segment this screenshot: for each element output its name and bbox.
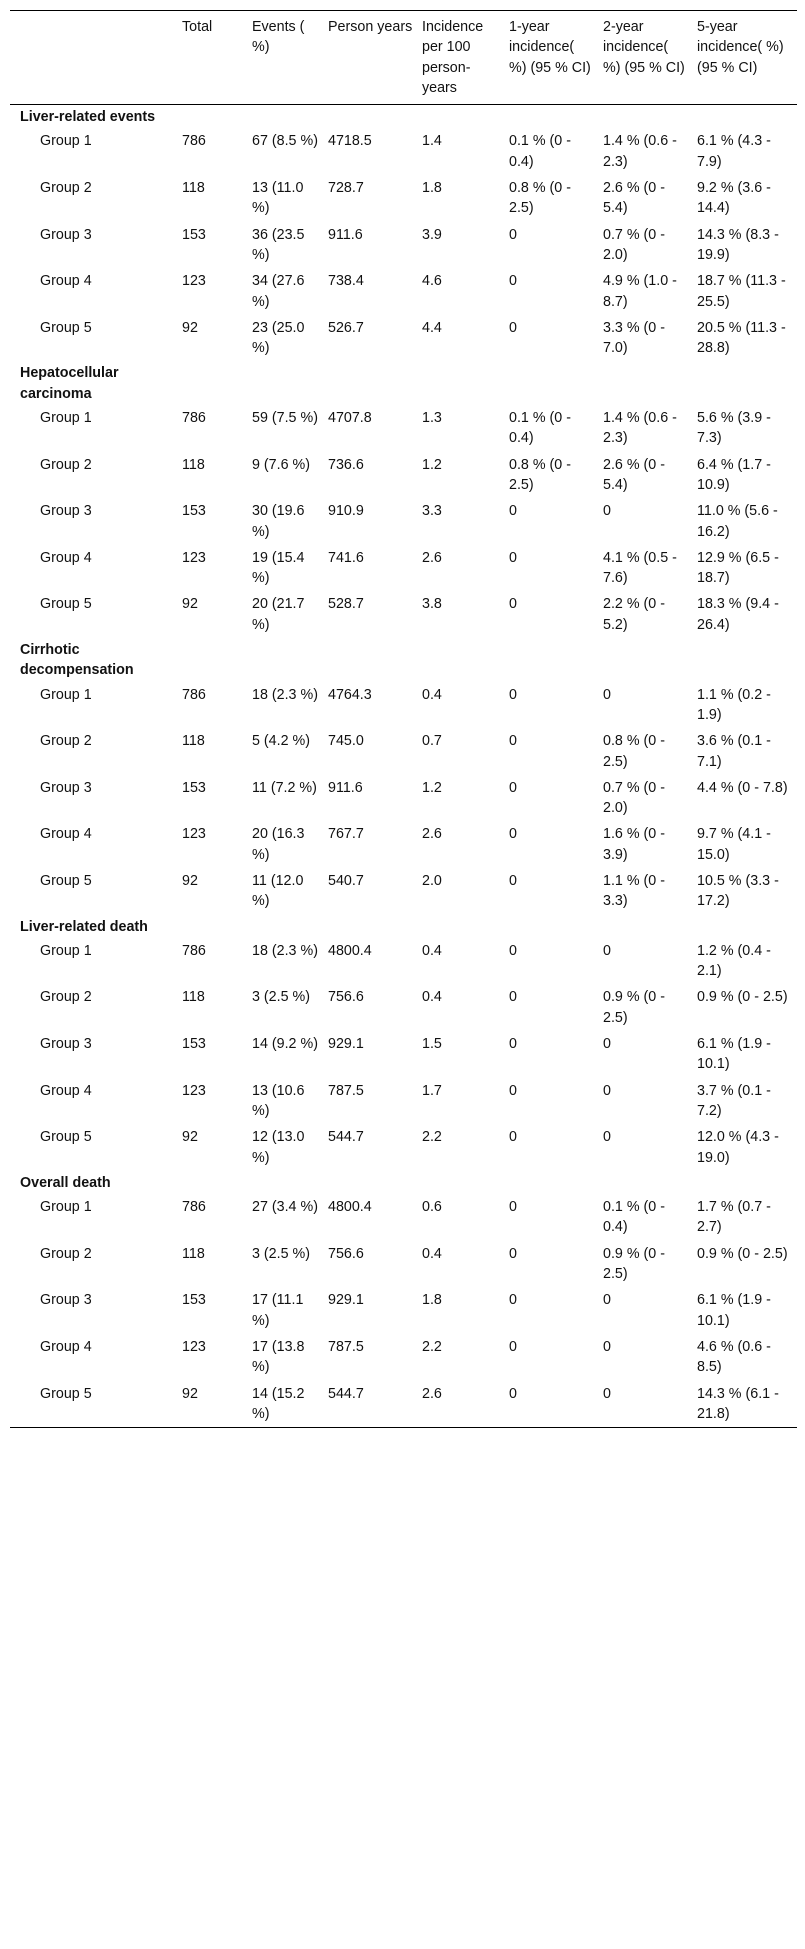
table-cell: 756.6 — [328, 989, 364, 1006]
table-row — [10, 268, 797, 315]
empty-cell — [509, 638, 603, 682]
table-row — [10, 775, 797, 822]
table-cell: 0.8 % (0 - 2.5) — [509, 180, 571, 217]
table-cell: 153 — [182, 226, 206, 243]
table-cell: 0.1 % (0 - 0.4) — [509, 133, 571, 170]
table-cell: 3.9 — [422, 226, 442, 243]
table-cell: 0 — [509, 872, 517, 889]
table-cell: 3.3 % (0 - 7.0) — [603, 319, 665, 357]
section-row — [10, 105, 797, 129]
empty-cell — [182, 1171, 252, 1194]
table-cell: 0.9 % (0 - 2.5) — [603, 1245, 665, 1283]
table-cell: 11 (12.0 %) — [252, 872, 304, 910]
table-cell: 0.7 % (0 - 2.0) — [603, 779, 665, 817]
group-label: Group 4 — [40, 549, 92, 566]
empty-cell — [422, 915, 509, 938]
table-cell: 36 (23.5 %) — [252, 226, 305, 263]
table-cell: 4764.3 — [328, 686, 372, 703]
header-row — [10, 11, 797, 105]
table-cell: 1.2 — [422, 456, 442, 473]
table-cell: 30 (19.6 %) — [252, 503, 305, 540]
table-cell: 3.8 — [422, 596, 442, 613]
table-row — [10, 1241, 797, 1288]
table-cell: 1.2 — [422, 779, 442, 796]
table-row — [10, 1381, 797, 1428]
table-cell: 153 — [182, 1036, 206, 1053]
group-label: Group 1 — [40, 942, 92, 959]
table-cell: 0 — [509, 596, 517, 613]
table-row — [10, 315, 797, 362]
table-cell: 728.7 — [328, 180, 364, 197]
empty-cell — [328, 915, 422, 938]
group-label: Group 3 — [40, 226, 92, 243]
table-cell: 736.6 — [328, 456, 364, 473]
empty-cell — [182, 105, 252, 129]
table-cell: 0 — [603, 1338, 611, 1355]
table-row — [10, 1078, 797, 1125]
table-cell: 20 (16.3 %) — [252, 826, 305, 863]
table-cell: 10.5 % (3.3 - 17.2) — [697, 872, 779, 910]
table-row — [10, 222, 797, 269]
empty-cell — [182, 915, 252, 938]
table-cell: 2.6 — [422, 549, 442, 566]
table-cell: 0 — [603, 1385, 611, 1402]
table-body — [10, 105, 797, 1428]
group-label: Group 4 — [40, 1338, 92, 1355]
empty-cell — [328, 638, 422, 682]
table-cell: 1.1 % (0.2 - 1.9) — [697, 686, 771, 723]
group-label: Group 5 — [40, 1129, 92, 1146]
section-title: Hepatocellular carcinoma — [20, 365, 119, 402]
table-cell: 0.9 % (0 - 2.5) — [697, 989, 788, 1006]
table-cell: 2.0 — [422, 872, 442, 889]
table-cell: 0 — [509, 226, 517, 243]
empty-cell — [697, 361, 797, 405]
table-cell: 0.8 % (0 - 2.5) — [509, 456, 571, 493]
table-cell: 13 (10.6 %) — [252, 1082, 305, 1119]
table-cell: 1.8 — [422, 180, 442, 197]
table-cell: 12.0 % (4.3 - 19.0) — [697, 1129, 779, 1166]
table-cell: 92 — [182, 1385, 198, 1402]
table-cell: 3.6 % (0.1 - 7.1) — [697, 733, 771, 770]
table-cell: 0.9 % (0 - 2.5) — [603, 989, 665, 1026]
group-label: Group 2 — [40, 1245, 92, 1262]
table-cell: 2.2 % (0 - 5.2) — [603, 596, 665, 633]
table-cell: 18.3 % (9.4 - 26.4) — [697, 596, 779, 633]
header-cell: Total — [182, 19, 213, 35]
table-cell: 745.0 — [328, 733, 364, 750]
group-label: Group 4 — [40, 273, 92, 290]
table-cell: 5.6 % (3.9 - 7.3) — [697, 410, 771, 447]
group-label: Group 2 — [40, 989, 92, 1006]
table-cell: 911.6 — [328, 779, 363, 796]
table-row — [10, 984, 797, 1031]
table-cell: 786 — [182, 942, 206, 959]
table-cell: 1.1 % (0 - 3.3) — [603, 872, 665, 910]
table-cell: 6.4 % (1.7 - 10.9) — [697, 456, 771, 493]
table-cell: 3.7 % (0.1 - 7.2) — [697, 1082, 771, 1119]
table-cell: 3 (2.5 %) — [252, 1245, 311, 1262]
table-cell: 0.4 — [422, 942, 442, 959]
table-cell: 1.8 — [422, 1292, 442, 1309]
table-cell: 118 — [182, 733, 205, 750]
table-cell: 0 — [509, 1199, 517, 1216]
section-row — [10, 638, 797, 682]
table-cell: 544.7 — [328, 1129, 364, 1146]
table-cell: 787.5 — [328, 1082, 364, 1099]
table-cell: 4.1 % (0.5 - 7.6) — [603, 549, 677, 587]
table-cell: 153 — [182, 503, 206, 520]
empty-cell — [328, 105, 422, 129]
table-cell: 0 — [509, 1129, 517, 1146]
table-cell: 0 — [509, 826, 517, 843]
table-row — [10, 175, 797, 222]
table-cell: 2.2 — [422, 1129, 442, 1146]
empty-cell — [422, 361, 509, 405]
table-cell: 0.4 — [422, 686, 442, 703]
table-cell: 540.7 — [328, 872, 364, 889]
empty-cell — [697, 105, 797, 129]
table-cell: 0 — [509, 1385, 517, 1402]
group-label: Group 2 — [40, 180, 92, 197]
group-label: Group 5 — [40, 596, 92, 613]
empty-cell — [603, 1171, 697, 1194]
table-cell: 13 (11.0 %) — [252, 180, 304, 217]
empty-cell — [182, 638, 252, 682]
table-cell: 123 — [182, 549, 206, 566]
table-cell: 2.6 % (0 - 5.4) — [603, 456, 665, 493]
group-label: Group 1 — [40, 686, 92, 703]
table-cell: 18.7 % (11.3 - 25.5) — [697, 273, 786, 310]
group-label: Group 5 — [40, 872, 92, 889]
table-cell: 5 (4.2 %) — [252, 733, 311, 750]
table-cell: 4.6 — [422, 273, 442, 290]
empty-cell — [422, 105, 509, 129]
empty-cell — [603, 105, 697, 129]
section-row — [10, 915, 797, 938]
table-cell: 23 (25.0 %) — [252, 319, 305, 357]
table-cell: 0 — [509, 319, 517, 336]
table-cell: 0.7 — [422, 733, 442, 750]
section-title: Overall death — [20, 1174, 111, 1191]
table-cell: 6.1 % (4.3 - 7.9) — [697, 133, 771, 170]
group-label: Group 2 — [40, 733, 92, 750]
table-cell: 4707.8 — [328, 410, 372, 427]
table-cell: 0 — [509, 733, 517, 750]
table-cell: 1.3 — [422, 410, 442, 427]
group-label: Group 3 — [40, 1292, 92, 1309]
table-cell: 18 (2.3 %) — [252, 942, 318, 959]
empty-cell — [328, 1171, 422, 1194]
table-cell: 0 — [603, 1292, 611, 1309]
table-cell: 123 — [182, 1082, 206, 1099]
group-label: Group 5 — [40, 1385, 92, 1402]
group-label: Group 1 — [40, 133, 92, 150]
table-cell: 4.6 % (0.6 - 8.5) — [697, 1338, 771, 1376]
empty-cell — [422, 638, 509, 682]
table-cell: 528.7 — [328, 596, 364, 613]
table-cell: 123 — [182, 1338, 206, 1355]
header-cell: 2-year incidence( %) (95 % CI) — [603, 19, 685, 76]
table-cell: 1.5 — [422, 1036, 442, 1053]
table-cell: 786 — [182, 133, 206, 150]
table-row — [10, 498, 797, 545]
table-cell: 0 — [509, 989, 517, 1006]
table-cell: 0 — [603, 503, 611, 520]
table-row — [10, 682, 797, 729]
empty-cell — [328, 361, 422, 405]
table-cell: 17 (11.1 %) — [252, 1292, 304, 1329]
section-title: Liver-related events — [20, 109, 156, 126]
empty-cell — [603, 638, 697, 682]
table-cell: 544.7 — [328, 1385, 364, 1402]
table-cell: 11.0 % (5.6 - 16.2) — [697, 503, 778, 540]
table-cell: 27 (3.4 %) — [252, 1199, 318, 1216]
empty-cell — [252, 361, 328, 405]
table-cell: 3 (2.5 %) — [252, 989, 311, 1006]
table-cell: 2.6 % (0 - 5.4) — [603, 180, 665, 217]
section-title: Liver-related death — [20, 918, 148, 935]
table-cell: 0 — [603, 1082, 611, 1099]
table-cell: 4800.4 — [328, 1199, 372, 1216]
table-cell: 3.3 — [422, 503, 442, 520]
table-cell: 2.2 — [422, 1338, 442, 1355]
header-cell: Person years — [328, 19, 413, 35]
empty-cell — [603, 361, 697, 405]
header-cell — [10, 11, 182, 105]
table-cell: 0 — [603, 942, 611, 959]
table-cell: 786 — [182, 410, 206, 427]
table-cell: 12 (13.0 %) — [252, 1129, 305, 1166]
incidence-table — [10, 10, 797, 1428]
table-cell: 0 — [509, 549, 517, 566]
table-cell: 14.3 % (8.3 - 19.9) — [697, 226, 779, 263]
group-label: Group 1 — [40, 410, 92, 427]
table-cell: 0.1 % (0 - 0.4) — [603, 1199, 665, 1236]
header-cell: 5-year incidence( %) (95 % CI) — [697, 19, 784, 76]
table-cell: 1.6 % (0 - 3.9) — [603, 826, 665, 863]
table-cell: 0 — [509, 779, 517, 796]
empty-cell — [509, 1171, 603, 1194]
table-cell: 0.8 % (0 - 2.5) — [603, 733, 665, 770]
table-cell: 0 — [509, 942, 517, 959]
empty-cell — [697, 638, 797, 682]
table-cell: 0 — [509, 1338, 517, 1355]
table-cell: 910.9 — [328, 503, 364, 520]
table-cell: 67 (8.5 %) — [252, 133, 318, 150]
empty-cell — [252, 105, 328, 129]
table-cell: 4800.4 — [328, 942, 372, 959]
group-label: Group 3 — [40, 779, 92, 796]
group-label: Group 4 — [40, 826, 92, 843]
table-row — [10, 452, 797, 499]
table-row — [10, 1334, 797, 1381]
table-row — [10, 405, 797, 452]
table-cell: 4.4 % (0 - 7.8) — [697, 779, 788, 796]
table-cell: 59 (7.5 %) — [252, 410, 318, 427]
table-cell: 786 — [182, 686, 206, 703]
table-cell: 6.1 % (1.9 - 10.1) — [697, 1292, 771, 1329]
table-cell: 1.4 — [422, 133, 442, 150]
table-cell: 0.1 % (0 - 0.4) — [509, 410, 571, 447]
table-cell: 34 (27.6 %) — [252, 273, 305, 310]
header-cell: Incidence per 100 person-years — [422, 19, 484, 96]
table-cell: 1.2 % (0.4 - 2.1) — [697, 942, 771, 980]
table-cell: 14 (9.2 %) — [252, 1036, 318, 1053]
table-cell: 0 — [509, 1036, 517, 1053]
section-title: Cirrhotic decompensation — [20, 642, 134, 679]
table-cell: 0 — [603, 1036, 611, 1053]
table-cell: 20 (21.7 %) — [252, 596, 305, 633]
table-cell: 9.2 % (3.6 - 14.4) — [697, 180, 771, 217]
group-label: Group 2 — [40, 456, 92, 473]
table-row — [10, 821, 797, 868]
table-cell: 92 — [182, 1129, 198, 1146]
table-cell: 11 (7.2 %) — [252, 779, 317, 796]
table-cell: 153 — [182, 779, 206, 796]
group-label: Group 5 — [40, 319, 92, 336]
table-row — [10, 728, 797, 775]
table-cell: 929.1 — [328, 1292, 364, 1309]
table-cell: 92 — [182, 872, 198, 889]
table-cell: 118 — [182, 989, 205, 1006]
table-cell: 738.4 — [328, 273, 364, 290]
table-cell: 0 — [509, 686, 517, 703]
table-cell: 14.3 % (6.1 - 21.8) — [697, 1385, 779, 1422]
empty-cell — [252, 638, 328, 682]
section-row — [10, 1171, 797, 1194]
table-cell: 767.7 — [328, 826, 364, 843]
group-label: Group 3 — [40, 503, 92, 520]
empty-cell — [509, 105, 603, 129]
table-cell: 0 — [603, 686, 611, 703]
group-label: Group 3 — [40, 1036, 92, 1053]
empty-cell — [509, 361, 603, 405]
table-cell: 118 — [182, 1245, 205, 1262]
header-cell: 1-year incidence( %) (95 % CI) — [509, 19, 591, 76]
table-cell: 14 (15.2 %) — [252, 1385, 305, 1422]
table-cell: 756.6 — [328, 1245, 364, 1262]
table-cell: 526.7 — [328, 319, 364, 336]
table-cell: 0 — [509, 1082, 517, 1099]
table-cell: 118 — [182, 456, 205, 473]
empty-cell — [182, 361, 252, 405]
table-cell: 9.7 % (4.1 - 15.0) — [697, 826, 771, 863]
table-cell: 911.6 — [328, 226, 363, 243]
table-row — [10, 1031, 797, 1078]
table-cell: 0.4 — [422, 1245, 442, 1262]
table-cell: 123 — [182, 273, 206, 290]
table-cell: 92 — [182, 319, 198, 336]
table-cell: 0.6 — [422, 1199, 442, 1216]
table-cell: 2.6 — [422, 826, 442, 843]
table-cell: 92 — [182, 596, 198, 613]
table-cell: 18 (2.3 %) — [252, 686, 318, 703]
table-cell: 1.7 — [422, 1082, 442, 1099]
table-cell: 1.4 % (0.6 - 2.3) — [603, 133, 677, 170]
table-cell: 4.4 — [422, 319, 442, 336]
table-cell: 0 — [509, 1245, 517, 1262]
table-cell: 0.7 % (0 - 2.0) — [603, 226, 665, 263]
table-cell: 153 — [182, 1292, 206, 1309]
empty-cell — [252, 915, 328, 938]
table-cell: 118 — [182, 180, 205, 197]
section-row — [10, 361, 797, 405]
table-cell: 19 (15.4 %) — [252, 549, 305, 587]
table-cell: 6.1 % (1.9 - 10.1) — [697, 1036, 771, 1073]
table-row — [10, 545, 797, 592]
table-cell: 12.9 % (6.5 - 18.7) — [697, 549, 779, 587]
table-cell: 1.4 % (0.6 - 2.3) — [603, 410, 677, 447]
table-cell: 786 — [182, 1199, 206, 1216]
table-row — [10, 591, 797, 638]
group-label: Group 1 — [40, 1199, 92, 1216]
group-label: Group 4 — [40, 1082, 92, 1099]
table-row — [10, 868, 797, 915]
table-row — [10, 1124, 797, 1171]
table-row — [10, 1194, 797, 1241]
empty-cell — [509, 915, 603, 938]
empty-cell — [697, 915, 797, 938]
table-row — [10, 1287, 797, 1334]
table-cell: 123 — [182, 826, 206, 843]
table-cell: 0.4 — [422, 989, 442, 1006]
empty-cell — [422, 1171, 509, 1194]
table-cell: 1.7 % (0.7 - 2.7) — [697, 1199, 771, 1236]
table-cell: 0 — [603, 1129, 611, 1146]
table-row — [10, 938, 797, 985]
table-cell: 4718.5 — [328, 133, 372, 150]
table-cell: 17 (13.8 %) — [252, 1338, 305, 1376]
header-cell: Events ( %) — [252, 19, 305, 56]
table-cell: 20.5 % (11.3 - 28.8) — [697, 319, 786, 357]
table-cell: 929.1 — [328, 1036, 364, 1053]
table-cell: 4.9 % (1.0 - 8.7) — [603, 273, 677, 310]
table-cell: 0.9 % (0 - 2.5) — [697, 1245, 788, 1262]
table-cell: 0 — [509, 273, 517, 290]
empty-cell — [697, 1171, 797, 1194]
table-cell: 0 — [509, 1292, 517, 1309]
table-cell: 2.6 — [422, 1385, 442, 1402]
table-cell: 0 — [509, 503, 517, 520]
table-cell: 741.6 — [328, 549, 364, 566]
empty-cell — [252, 1171, 328, 1194]
table-header — [10, 11, 797, 105]
table-cell: 9 (7.6 %) — [252, 456, 311, 473]
empty-cell — [603, 915, 697, 938]
table-row — [10, 128, 797, 175]
table-cell: 787.5 — [328, 1338, 364, 1355]
